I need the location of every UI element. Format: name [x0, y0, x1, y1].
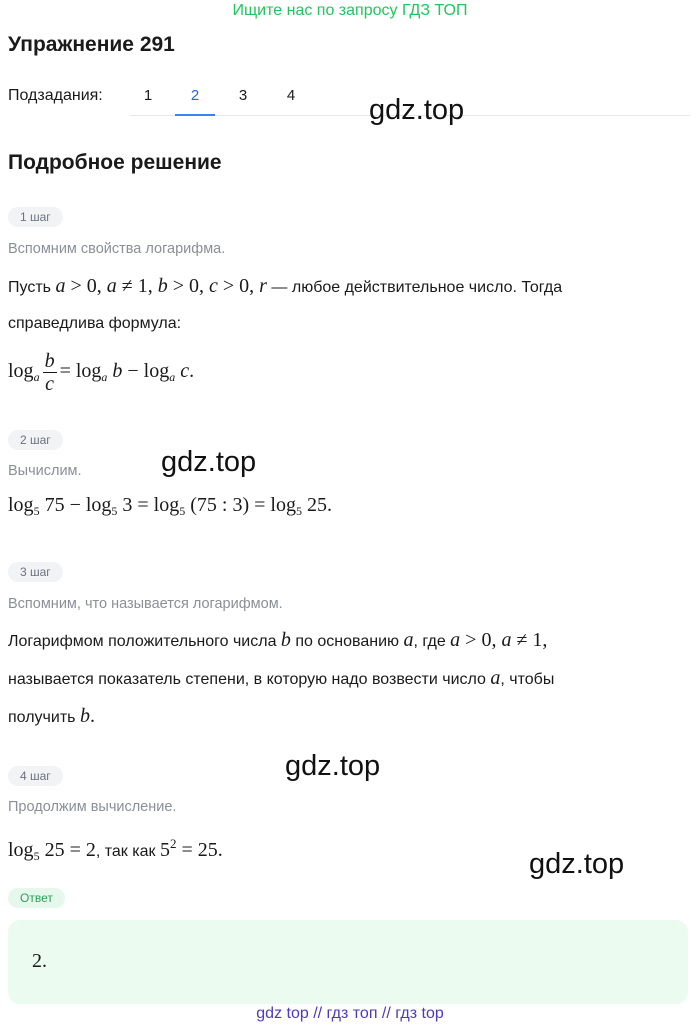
subtasks-label: Подзадания:	[8, 87, 103, 104]
tab-subtask-3[interactable]: 3	[238, 87, 248, 104]
step-hint: Вспомним, что называется логарифмом.	[8, 596, 283, 612]
answer-badge: Ответ	[8, 888, 65, 908]
step-badge: 1 шаг	[8, 207, 63, 227]
page-title: Упражнение 291	[8, 33, 175, 56]
step-badge: 3 шаг	[8, 562, 63, 582]
formula-computation: $\log_5 75 - \log_5 3 = \log_5 (75$ : $3) = \log_5 25$.	[8, 494, 332, 518]
step-hint: Вычислим.	[8, 463, 82, 479]
step-badge: 2 шаг	[8, 430, 63, 450]
step-text: Логарифмом положительного числа b по основанию a, где a > 0, a ≠ 1, называется показатель степени, в которую надо возвести число a, чтобы получить b.	[8, 629, 555, 727]
active-tab-indicator	[175, 114, 215, 116]
step-hint: Вспомним свойства логарифма.	[8, 241, 226, 257]
tab-subtask-2[interactable]: 2	[190, 87, 200, 104]
watermark: gdz.top	[285, 750, 381, 782]
step-hint: Продолжим вычисление.	[8, 799, 177, 815]
step-text: Пусть a > 0, a ≠ 1, b > 0, c > 0, r — любое действительное число. Тогда справедлива формула:	[8, 275, 563, 332]
section-title: Подробное решение	[8, 151, 222, 174]
watermark: gdz.top	[369, 94, 465, 126]
tab-subtask-1[interactable]: 1	[143, 87, 153, 104]
watermark: gdz.top	[161, 446, 257, 478]
watermark: gdz.top	[529, 848, 625, 880]
step-badge: 4 шаг	[8, 766, 63, 786]
step-text: $\log_5 25 = 2$, так как $5^2 = 25$.	[8, 836, 223, 863]
formula-log-quotient: $\log_a$ $\frac{b}{c}$ = $\log_a b - \log_a c$.	[8, 350, 195, 395]
math-conditions: a > 0, a ≠ 1, b > 0, c > 0, r	[55, 275, 267, 297]
footer-links[interactable]: gdz top // гдз топ // гдз top	[256, 1005, 444, 1022]
answer-value: 2.	[32, 950, 47, 972]
answer-box	[8, 920, 688, 1004]
tab-subtask-4[interactable]: 4	[286, 87, 296, 104]
promo-banner: Ищите нас по запросу ГДЗ ТОП	[232, 2, 468, 19]
